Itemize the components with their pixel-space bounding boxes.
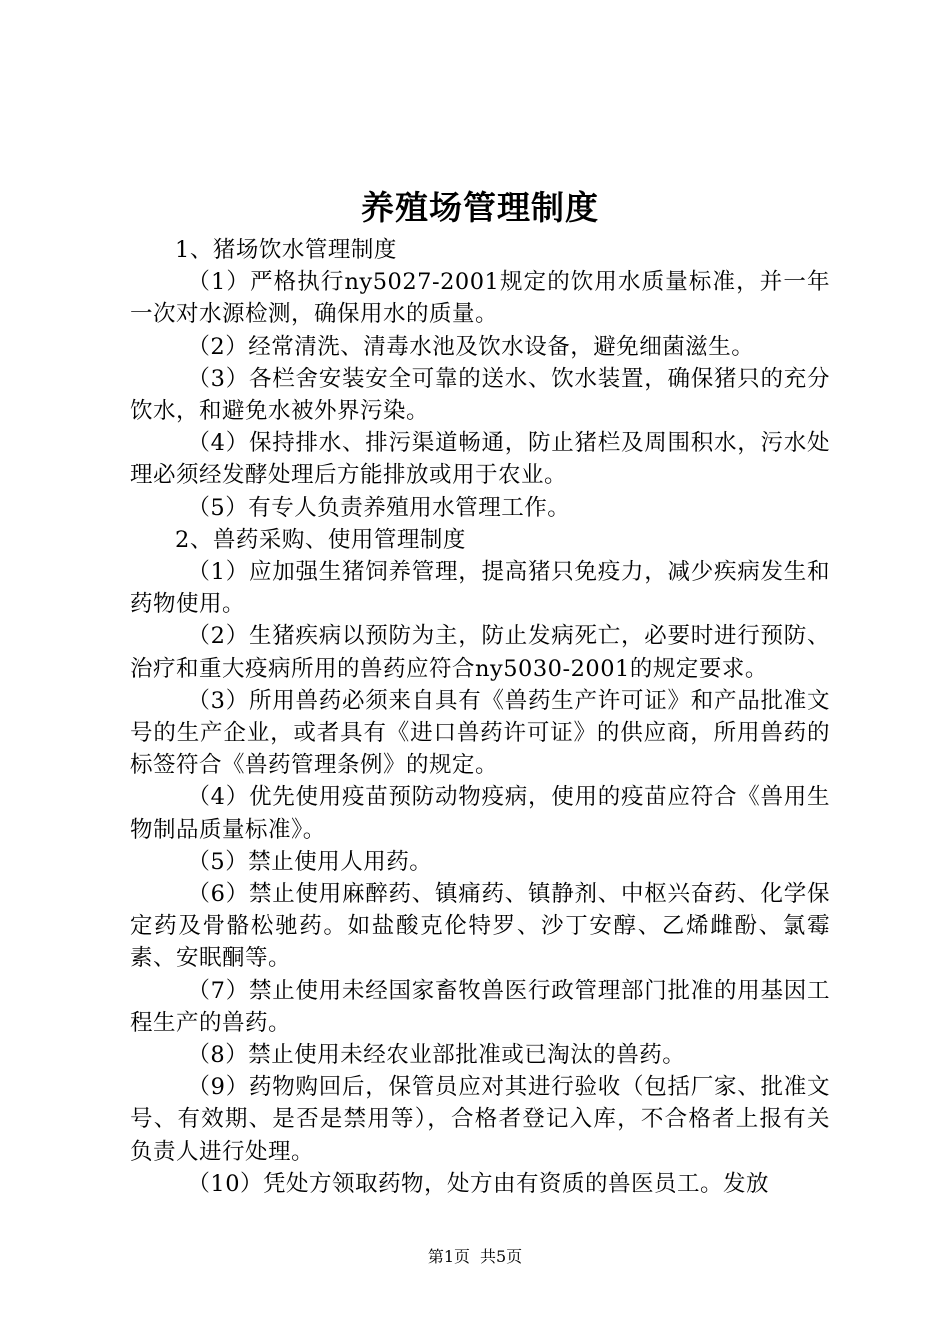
paragraph: （4）优先使用疫苗预防动物疫病，使用的疫苗应符合《兽用生物制品质量标准》。 [130,784,830,843]
paragraph: （7）禁止使用未经国家畜牧兽医行政管理部门批准的用基因工程生产的兽药。 [130,977,830,1036]
section-heading: 2、兽药采购、使用管理制度 [175,526,466,553]
paragraph: （1）严格执行ny5027-2001规定的饮用水质量标准，并一年一次对水源检测，确保用水的质量。 [130,269,830,328]
page-footer [0,1246,950,1268]
page-number: 第1页 [427,1247,470,1266]
paragraph: （5）禁止使用人用药。 [187,848,433,875]
paragraph: （9）药物购回后，保管员应对其进行验收（包括厂家、批准文号、有效期、是否是禁用等），合格者登记入库，不合格者上报有关负责人进行处理。 [130,1074,830,1165]
paragraph: （1）应加强生猪饲养管理，提高猪只免疫力，减少疾病发生和药物使用。 [130,559,830,618]
paragraph: （4）保持排水、排污渠道畅通，防止猪栏及周围积水，污水处理必须经发酵处理后方能排放或用于农业。 [130,430,830,489]
paragraph: （6）禁止使用麻醉药、镇痛药、镇静剂、中枢兴奋药、化学保定药及骨骼松驰药。如盐酸克伦特罗、沙丁安醇、乙烯雌酚、氯霉素、安眠酮等。 [130,881,830,972]
paragraph-list [130,234,830,1200]
paragraph: （8）禁止使用未经农业部批准或已淘汰的兽药。 [187,1042,686,1069]
page-total: 共5页 [480,1247,523,1266]
paragraph: （5）有专人负责养殖用水管理工作。 [187,494,571,521]
document-body [130,186,830,1200]
document-title: 养殖场管理制度 [361,188,599,227]
paragraph: （3）所用兽药必须来自具有《兽药生产许可证》和产品批准文号的生产企业，或者具有《进口兽药许可证》的供应商，所用兽药的标签符合《兽药管理条例》的规定。 [130,687,830,779]
paragraph: （10）凭处方领取药物，处方由有资质的兽医员工。发放 [187,1170,770,1197]
paragraph: （2）经常清洗、清毒水池及饮水设备，避免细菌滋生。 [187,333,755,360]
paragraph: （2）生猪疾病以预防为主，防止发病死亡，必要时进行预防、治疗和重大疫病所用的兽药应符合ny5030-2001的规定要求。 [130,623,830,682]
paragraph: （3）各栏舍安装安全可靠的送水、饮水装置，确保猪只的充分饮水，和避免水被外界污染。 [130,365,830,425]
section-heading: 1、猪场饮水管理制度 [175,237,397,263]
